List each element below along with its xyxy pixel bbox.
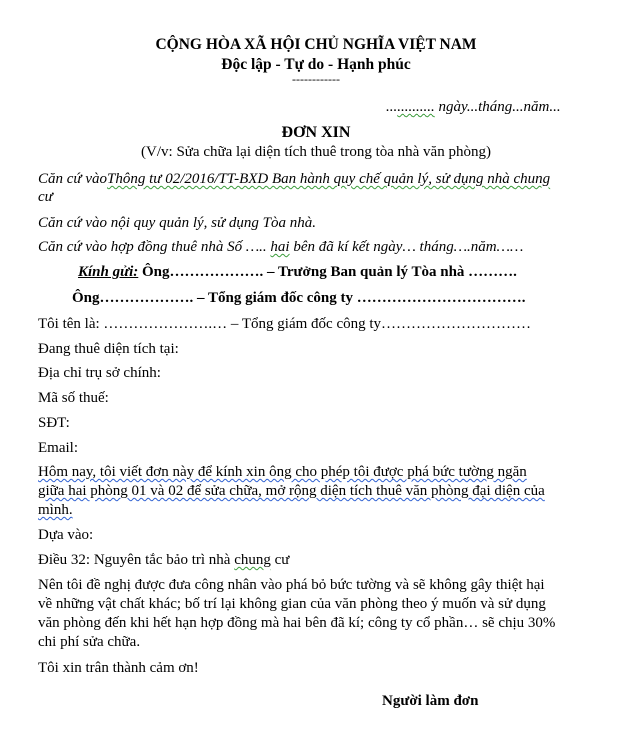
request-line-1: Hôm nay, tôi viết đơn này để kính xin ông cho phép tôi được phá bức tường ngăn — [38, 464, 527, 480]
request-line-2: giữa hai phòng 01 và 02 để sửa chữa, mở rộng diện tích thuê văn phòng đại diện của — [38, 483, 545, 499]
basis-rules: Căn cứ vào nội quy quản lý, sử dụng Tòa nhà. — [38, 215, 317, 231]
proposal-line-3: văn phòng đến khi hết hạn hợp đồng mà hai bên đã kí; công ty cổ phần… sẽ chịu 30% — [38, 615, 556, 631]
date-rest: ngày...tháng...năm... — [434, 99, 561, 115]
signer-label: Người làm đơn — [382, 693, 479, 709]
basis-circular-b: Thông tư 02/2016/TT-BXD Ban hành quy chế quản lý, sử dụng nhà — [107, 171, 514, 187]
thanks-line: Tôi xin trân thành cảm ơn! — [38, 660, 199, 676]
basis-circular-c: chung — [513, 171, 551, 187]
basis-contract-b: hai — [270, 239, 290, 255]
salutation: Kính gửi: — [78, 264, 139, 280]
recipient-line-2: Ông………………. – Tổng giám đốc công ty ……………………………. — [72, 290, 526, 306]
basis-contract-c: bên đã kí kết ngày… tháng….năm…… — [289, 239, 524, 255]
date-underlined-dots: .......... — [397, 99, 435, 115]
proposal-line-2: về những vật chất khác; bố trí lại không gian của văn phòng theo ý muốn và sử dụng — [38, 596, 546, 612]
recipient-line-1 — [78, 263, 517, 281]
request-line-3: mình. — [38, 502, 73, 518]
date-dots: ... — [386, 99, 398, 115]
field-phone: SĐT: — [38, 415, 70, 431]
field-renting-area: Đang thuê diện tích tại: — [38, 341, 179, 357]
header-separator: ------------ — [292, 72, 340, 86]
basis-contract-a: Căn cứ vào hợp đồng thuê nhà Số ….. — [38, 239, 271, 255]
document-title: ĐƠN XIN — [281, 124, 351, 141]
basis-circular-a: Căn cứ vào — [38, 171, 108, 187]
country-name: CỘNG HÒA XÃ HỘI CHỦ NGHĨA VIỆT NAM — [155, 36, 477, 53]
basis-contract — [38, 238, 523, 256]
proposal-line-1: Nên tôi đề nghị được đưa công nhân vào phá bỏ bức tường và sẽ không gây thiệt hại — [38, 577, 545, 593]
article-c: cư — [270, 552, 290, 568]
field-name: Tôi tên là: ………………….… – Tổng giám đốc công ty………………………… — [38, 316, 532, 332]
proposal-line-4: chi phí sửa chữa. — [38, 634, 141, 650]
article-line — [38, 551, 289, 569]
basis-circular-cont: cư — [38, 189, 53, 205]
field-email: Email: — [38, 440, 78, 456]
basis-circular — [38, 170, 550, 188]
date-line — [386, 98, 561, 116]
motto: Độc lập - Tự do - Hạnh phúc — [221, 56, 411, 73]
document-subtitle: (V/v: Sửa chữa lại diện tích thuê trong tòa nhà văn phòng) — [141, 144, 491, 160]
field-tax-code: Mã số thuế: — [38, 390, 109, 406]
recipient-1: Ông………………. – Trưởng Ban quản lý Tòa nhà ………. — [138, 264, 517, 280]
based-on-label: Dựa vào: — [38, 527, 94, 543]
article-a: Điều 32: Nguyên tắc bảo trì nhà — [38, 552, 235, 568]
article-b: chung — [234, 552, 271, 568]
field-head-office: Địa chỉ trụ sở chính: — [38, 365, 161, 381]
